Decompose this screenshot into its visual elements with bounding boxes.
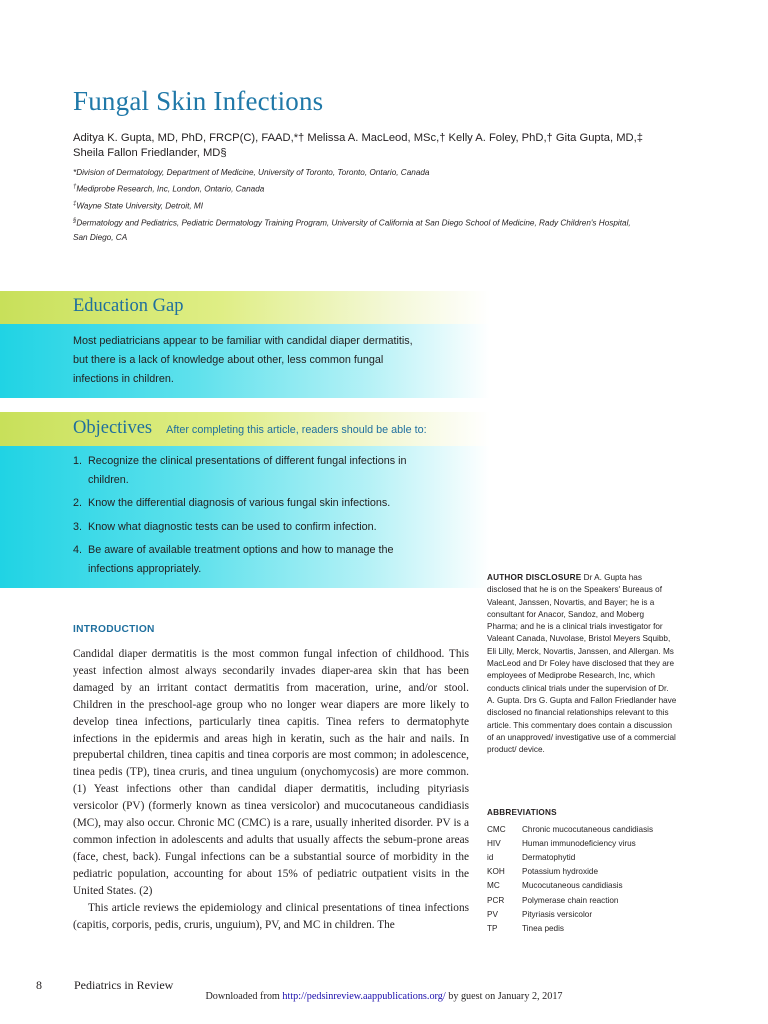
objective-item: 1. Recognize the clinical presentations of different fungal infections in children. [73, 455, 407, 486]
abbreviations-heading: ABBREVIATIONS [487, 808, 557, 817]
introduction-body [73, 646, 469, 933]
objectives-subtitle: After completing this article, readers should be able to: [166, 424, 427, 436]
abbreviations-table [487, 822, 653, 936]
education-gap-text: Most pediatricians appear to be familiar with candidal diaper dermatitis, but there is a lack of knowledge about other, less common fungal infections in children. [73, 335, 413, 385]
introduction-paragraph-2: This article reviews the epidemiology and clinical presentations of tinea infections (capitis, corporis, pedis, cruris, unguium), PV, and MC in children. The [73, 901, 469, 931]
affiliation-1: *Division of Dermatology, Department of Medicine, University of Toronto, Toronto, Ontario, Canada [73, 168, 430, 177]
affiliation-2: †Mediprobe Research, Inc, London, Ontario, Canada [73, 184, 265, 194]
authors-line-2: Sheila Fallon Friedlander, MD§ [73, 147, 227, 159]
objectives-list [73, 452, 473, 583]
abbreviation-row: PCR Polymerase chain reaction [487, 895, 619, 905]
abbreviation-row: MC Mucocutaneous candidiasis [487, 881, 623, 891]
affiliation-4: §Dermatology and Pediatrics, Pediatric Dermatology Training Program, University of California at San Diego School of Medicine, Rady Children's Hospital, [73, 218, 631, 228]
journal-name: Pediatrics in Review [74, 978, 174, 992]
objective-item: 4. Be aware of available treatment options and how to manage the infections appropriately. [73, 544, 394, 575]
objectives-title: Objectives [73, 418, 153, 438]
education-gap-title: Education Gap [73, 296, 184, 316]
introduction-paragraph-1: Candidal diaper dermatitis is the most common fungal infection of childhood. This yeast infection almost always secondarily invades diaper-area skin that has been damaged by an irritant contact dermatitis from maceration, urine, and/or stool. Children in the preschool-age group who no longer wear diapers are more likely to develop tinea infections, particularly tinea capitis. Tinea refers to dermatophyte infections in the epidermis and areas high in keratin, such as the hair and nails. In prepubertal children, tinea capitis and tinea corporis are most common; in adolescence, tinea pedis (TP), tinea cruris, and tinea unguium (onychomycosis) are more common. (1) Yeast infections other than candidal diaper dermatitis, including pityriasis versicolor (PV) (formerly known as tinea versicolor) and mucocutaneous candidiasis (MC), may also occur. Chronic MC (CMC) is a rare, usually inherited disorder. PV is a common infection in adolescents and adults that usually affects the sebum-prone areas (face, chest, back). Fungal infections can be a substantial source of morbidity in the pediatric population, accounting for about 15% of pediatric outpatient visits in the United States. (2) [73, 648, 469, 897]
abbreviation-row: PV Pityriasis versicolor [487, 909, 593, 919]
objective-item: 3. Know what diagnostic tests can be used to confirm infection. [73, 520, 377, 533]
authors-line-1: Aditya K. Gupta, MD, PhD, FRCP(C), FAAD,*† Melissa A. MacLeod, MSc,† Kelly A. Foley, PhD,† Gita Gupta, MD,‡ [73, 132, 643, 144]
introduction-heading: INTRODUCTION [73, 624, 155, 635]
download-link[interactable]: http://pedsinreview.aappublications.org/ [282, 991, 446, 1002]
objectives-title-row [73, 418, 427, 439]
disclosure-label: AUTHOR DISCLOSURE [487, 573, 582, 582]
abbreviation-row: CMC Chronic mucocutaneous candidiasis [487, 824, 654, 834]
disclosure-text: Dr A. Gupta has disclosed that he is on the Speakers' Bureaus of Valeant, Janssen, Novartis, and Bayer; he is a consultant for Anacor, Sandoz, and Moberg Pharma; and he is a clinical trials investigator for Valeant Canada, Nuvolase, Bristol Meyers Squibb, Eli Lilly, Merck, Novartis, Janssen, and Allergan. Ms MacLeod and Dr Foley have disclosed that they are employees of Mediprobe Research, Inc, which conducts clinical trials under the supervision of Dr. A. Gupta. Drs G. Gupta and Fallon Friedlander have disclosed no financial relationships relevant to this article. This commentary does contain a discussion of an unapproved/ investigative use of a commercial product/ device. [487, 573, 677, 755]
abbreviation-row: id Dermatophytid [487, 852, 576, 862]
affiliation-3: ‡Wayne State University, Detroit, MI [73, 201, 203, 211]
page-number: 8 [36, 978, 42, 992]
affiliation-4-cont: San Diego, CA [73, 233, 128, 243]
author-disclosure [487, 572, 677, 756]
objective-item: 2. Know the differential diagnosis of various fungal skin infections. [73, 497, 391, 509]
author-list [73, 131, 683, 161]
article-title: Fungal Skin Infections [73, 86, 324, 116]
abbreviation-row: KOH Potassium hydroxide [487, 867, 598, 877]
abbreviation-row: TP Tinea pedis [487, 923, 565, 933]
abbreviation-row: HIV Human immunodeficiency virus [487, 838, 636, 848]
download-notice: Downloaded from http://pedsinreview.aappublications.org/ by guest on January 2, 2017 [205, 991, 563, 1002]
affiliations [73, 166, 693, 245]
